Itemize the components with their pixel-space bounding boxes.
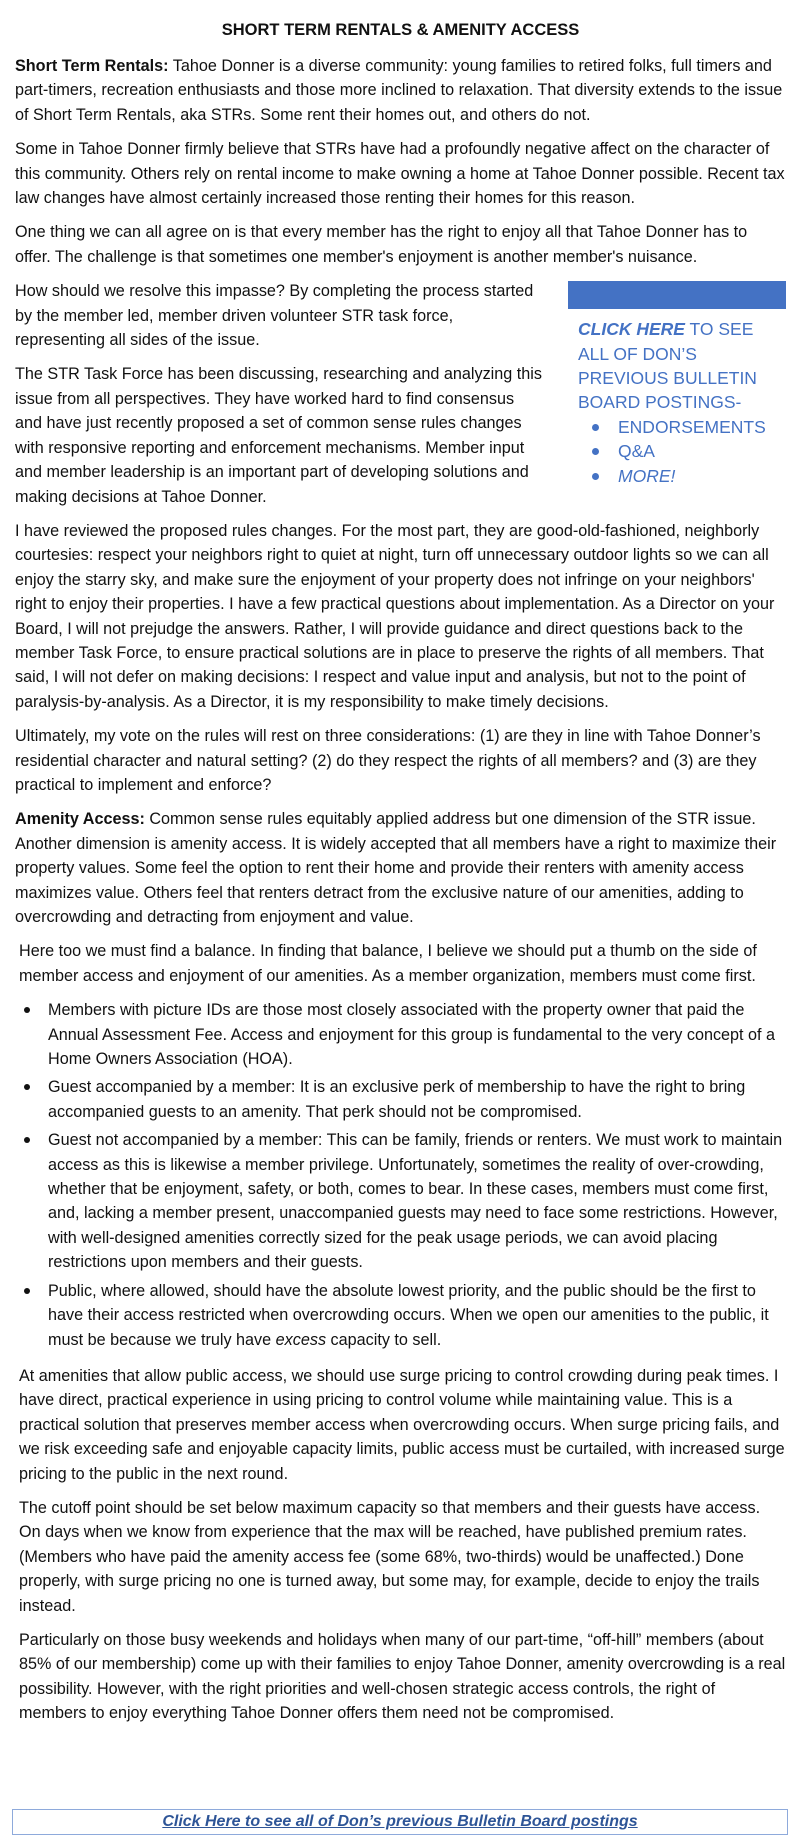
str-intro-text: Tahoe Donner is a diverse community: young families to retired folks, full timers and part-timers, recreation enthusiasts and those more inclined to relaxation. That diversity extends to the issue of Short Term Rentals, aka STRs. Some rent their homes out, and others do not. [15, 57, 783, 124]
amenity-paragraph-2: Here too we must find a balance. In finding that balance, I believe we should put a thumb on the side of member access and enjoyment of our amenities. As a member organization, members must come first. [19, 942, 757, 985]
list-item [48, 1279, 786, 1352]
previous-postings-box[interactable] [568, 281, 786, 488]
sidebox-item-qa[interactable]: Q&A [618, 439, 786, 463]
str-paragraph-4: How should we resolve this impasse? By completing the process started by the member led, member driven volunteer STR task force, representing all sides of the issue. [15, 282, 534, 350]
previous-postings-footer-link[interactable]: Click Here to see all of Don’s previous Bulletin Board postings [12, 1809, 788, 1835]
public-text-start: Public, where allowed, should have the absolute lowest priority, and the public should be the first to have their access restricted when overcrowding occurs. When we open our amenities to the public, it must be because we truly have [48, 1281, 769, 1349]
click-here-link[interactable]: CLICK HERE [578, 319, 685, 340]
list-item: Guest accompanied by a member: It is an exclusive perk of membership to have the right to bring accompanied guests to an amenity. That perk should not be compromised. [48, 1075, 786, 1124]
amenity-intro-paragraph [15, 807, 786, 929]
list-item: Members with picture IDs are those most closely associated with the property owner that paid the Annual Assessment Fee. Access and enjoyment for this group is fundamental to the very concept of a Home Owners Association (HOA). [48, 998, 786, 1071]
str-paragraph-6: I have reviewed the proposed rules changes. For the most part, they are good-old-fashioned, neighborly courtesies: respect your neighbors right to quiet at night, turn off unnecessary outdoor lights so we can all enjoy the starry sky, and make sure the enjoyment of your property does not infringe on your neighbors' right to enjoy their properties. I have a few practical questions about implementation. As a Director on your Board, I will not prejudge the answers. Rather, I will provide guidance and direct questions back to the member Task Force, to ensure practical solutions are in place to preserve the rights of all members. That said, I will not defer on making decisions: I respect and value input and analysis, but not to the point of paralysis-by-analysis. As a Director, it is my responsibility to make timely decisions. [15, 521, 775, 711]
excess-emphasis: excess [275, 1330, 327, 1349]
str-heading: Short Term Rentals: [15, 57, 169, 75]
sidebox-item-more[interactable]: MORE! [618, 464, 786, 488]
str-paragraph-2: Some in Tahoe Donner firmly believe that STRs have had a profoundly negative affect on the character of this community. Others rely on rental income to make owning a home at Tahoe Donner possible. Recent tax law changes have almost certainly increased those renting their homes for this reason. [15, 140, 785, 208]
str-paragraph-3: One thing we can all agree on is that every member has the right to enjoy all that Tahoe Donner has to offer. The challenge is that sometimes one member's enjoyment is another member's nuisance. [15, 223, 748, 266]
public-text-end: capacity to sell. [326, 1330, 442, 1349]
str-paragraph-5: The STR Task Force has been discussing, researching and analyzing this issue from all perspectives. They have worked hard to find consensus and have just recently proposed a set of common sense rules changes with responsive reporting and enforcement mechanisms. Member input and member leadership is an important part of developing solutions and making decisions at Tahoe Donner. [15, 365, 542, 506]
amenity-paragraph-4: The cutoff point should be set below maximum capacity so that members and their guests have access. On days when we know from experience that the max will be reached, have published premium rates. (Members who have paid the amenity access fee (some 68%, two-thirds) would be unaffected.) Done properly, with surge pricing no one is turned away, but some may, for example, decide to enjoy the trails instead. [19, 1498, 761, 1615]
amenity-paragraph-5: Particularly on those busy weekends and holidays when many of our part-time, “off-hill” members (about 85% of our membership) come up with their families to enjoy Tahoe Donner, amenity overcrowding is a real possibility. However, with the right priorities and well-chosen strategic access controls, the right of members to enjoy everything Tahoe Donner offers them need not be compromised. [19, 1630, 786, 1723]
sidebox-caption: TO SEE ALL OF DON’S PREVIOUS BULLETIN BOARD POSTINGS- [578, 319, 757, 413]
str-paragraph-7: Ultimately, my vote on the rules will rest on three considerations: (1) are they in line with Tahoe Donner’s residential character and natural setting? (2) do they respect the rights of all members? and (3) are they practical to implement and enforce? [15, 727, 761, 794]
str-intro-paragraph [15, 54, 786, 127]
sidebox-item-endorsements[interactable]: ENDORSEMENTS [618, 415, 786, 439]
priority-list [15, 998, 786, 1352]
amenity-heading: Amenity Access: [15, 810, 145, 829]
sidebox-header-bar [568, 281, 786, 309]
list-item: Guest not accompanied by a member: This can be family, friends or renters. We must work to maintain access as this is likewise a member privilege. Unfortunately, sometimes the reality of over-crowding, whether that be enjoyment, safety, or both, comes to bear. In these cases, members must come first, and, lacking a member present, unaccompanied guests may need to face some restrictions. However, with well-designed amenities correctly sized for the peak usage periods, we can avoid placing restrictions upon members and their guests. [48, 1128, 786, 1274]
sidebox-list [568, 415, 786, 488]
sidebox-region [15, 279, 786, 519]
amenity-intro-text: Common sense rules equitably applied address but one dimension of the STR issue. Another dimension is amenity access. It is widely accepted that all members have a right to maximize their property values. Some feel the option to rent their home and provide their renters with amenity access maximizes value. Others feel that renters detract from the exclusive nature of our amenities, adding to overcrowding and detracting from enjoyment and value. [15, 810, 777, 926]
page-title: SHORT TERM RENTALS & AMENITY ACCESS [221, 21, 580, 39]
amenity-paragraph-3: At amenities that allow public access, we should use surge pricing to control crowding during peak times. I have direct, practical experience in using pricing to control volume while maintaining value. This is a practical solution that preserves member access when overcrowding occurs. When surge pricing fails, and we risk exceeding safe and enjoyable capacity limits, public access must be curtailed, with increased surge pricing to the public in the next round. [19, 1366, 785, 1483]
sidebox-text [568, 309, 786, 415]
